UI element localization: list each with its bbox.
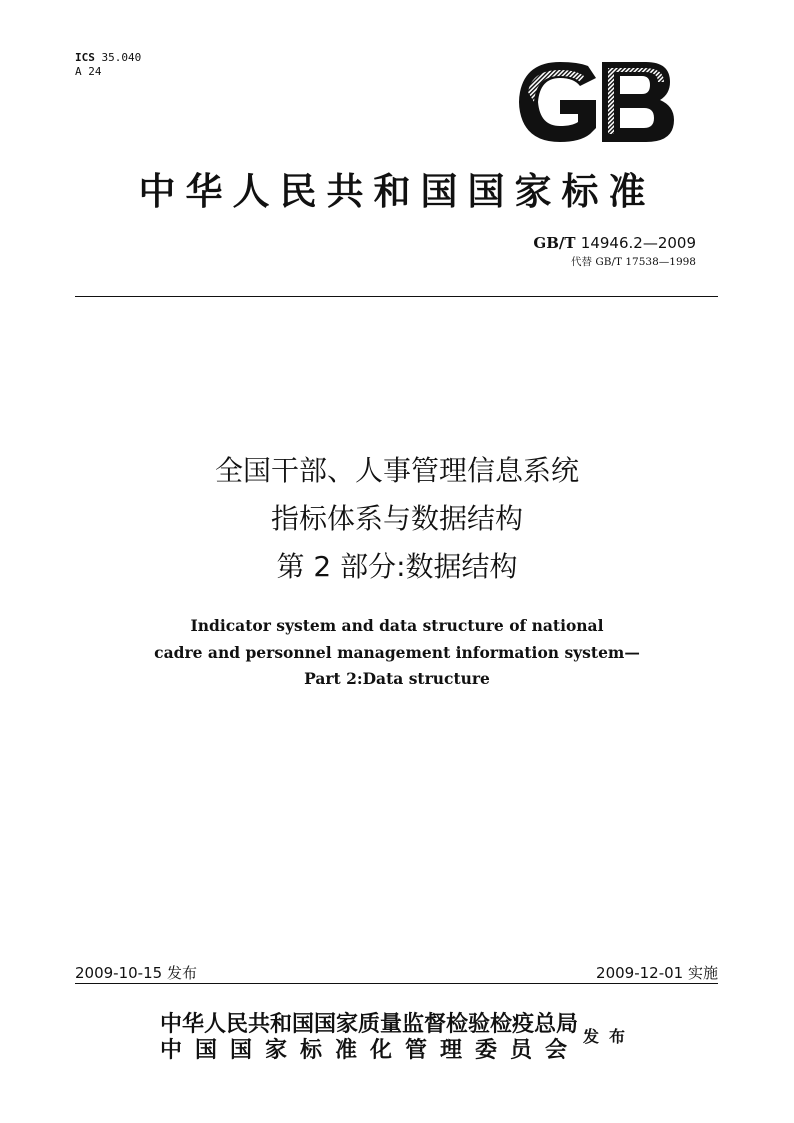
- english-title-line: Part 2:Data structure: [304, 669, 490, 688]
- header-divider: [75, 296, 718, 297]
- chinese-title-line: 指标体系与数据结构: [270, 502, 523, 535]
- ics-label: ICS: [75, 51, 95, 64]
- standard-prefix: GB/T: [533, 234, 576, 252]
- ics-code: 35.040: [101, 51, 142, 64]
- footer-divider: [75, 983, 718, 984]
- ccs-code: A 24: [75, 65, 102, 78]
- chinese-title-line: 全国干部、人事管理信息系统: [214, 454, 579, 487]
- standard-number-value: 14946.2—2009: [580, 234, 696, 252]
- publish-date: 2009-10-15 发布: [75, 964, 197, 982]
- standard-number: [533, 234, 696, 252]
- issue-label: 发布: [583, 1027, 636, 1046]
- classification-codes: [75, 51, 141, 79]
- implement-date: 2009-12-01 实施: [596, 964, 718, 982]
- issuer-aqsiq: 中华人民共和国国家质量监督检验检疫总局: [160, 1011, 579, 1037]
- chinese-title-line: 第 2 部分:数据结构: [276, 550, 518, 583]
- standard-code-block: [533, 234, 696, 269]
- issuer-sac: 中国国家标准化管理委员会: [160, 1037, 581, 1063]
- english-title-line: Indicator system and data structure of national: [190, 616, 604, 635]
- replaces-standard: 代替 GB/T 17538—1998: [571, 256, 696, 268]
- english-title-line: cadre and personnel management information system—: [154, 642, 640, 662]
- english-title: [0, 613, 794, 693]
- chinese-title: [0, 447, 794, 591]
- national-standard-title: 中华人民共和国国家标准: [138, 169, 656, 213]
- ics-row: [75, 51, 141, 65]
- issuing-authorities: [160, 1011, 580, 1063]
- gb-logo: [518, 62, 674, 142]
